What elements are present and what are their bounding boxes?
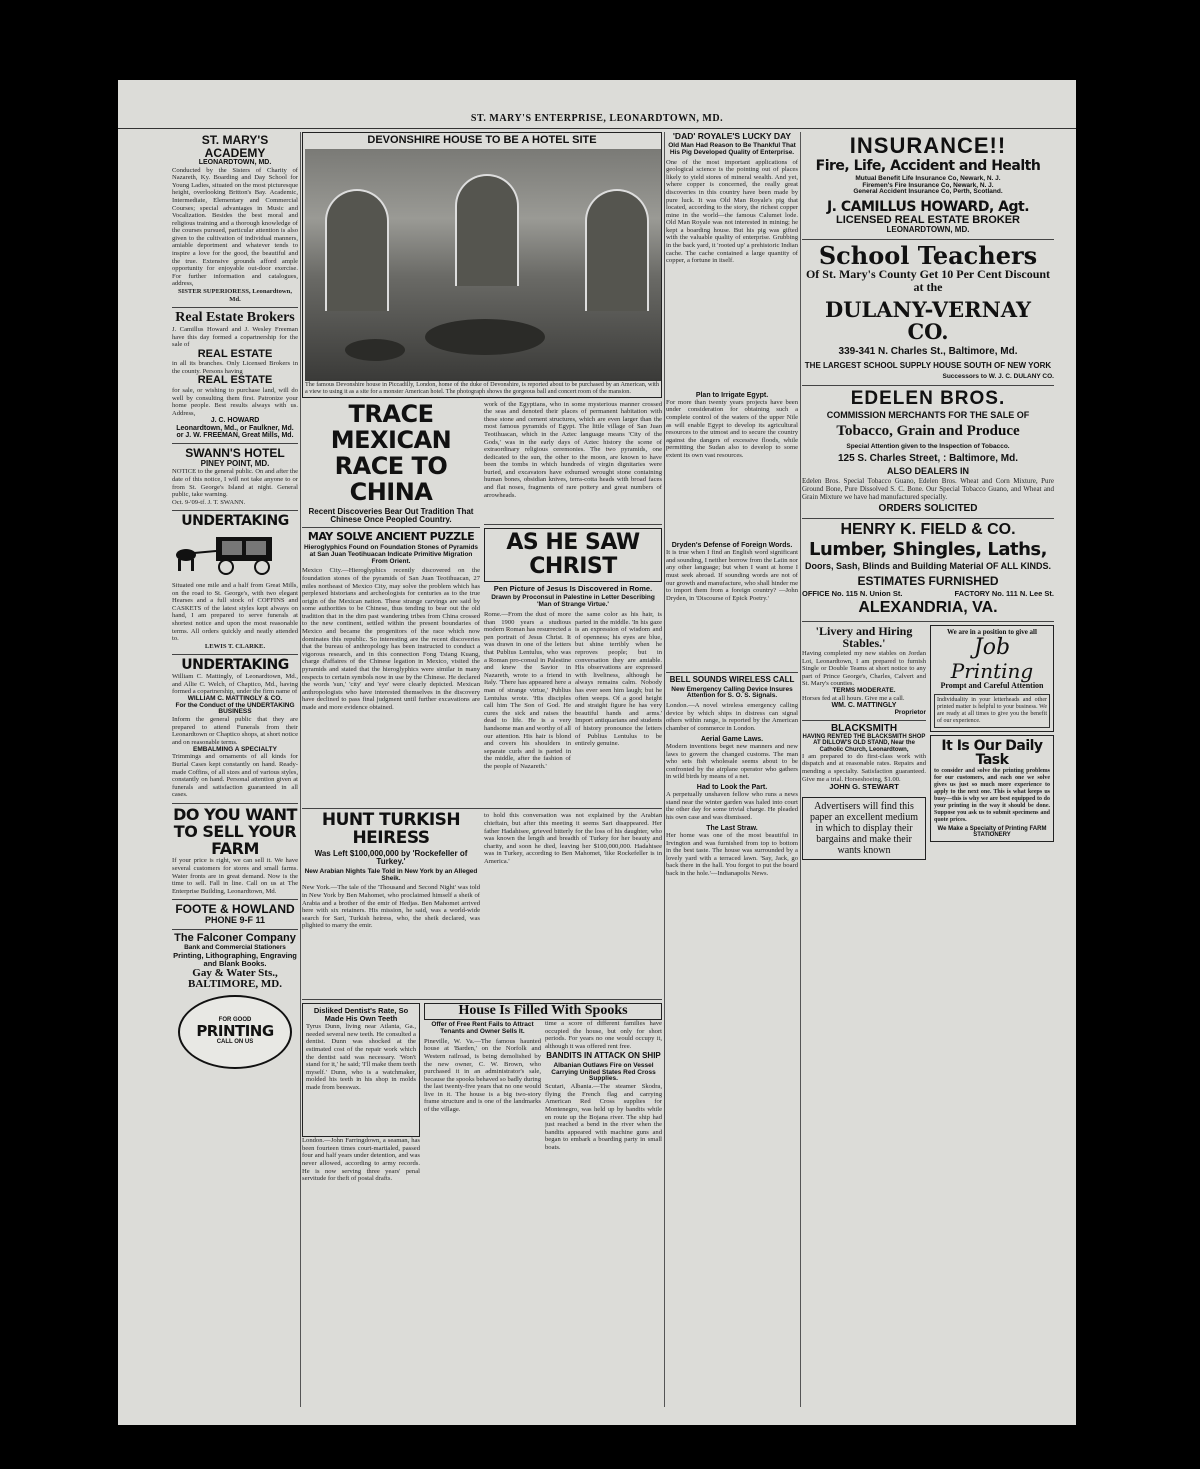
edelen-also: ALSO DEALERS IN [886,466,969,477]
academy-sign: SISTER SUPERIORESS, Leonardtown, Md. [178,288,292,303]
spooks-title: House Is Filled With Spooks [424,1003,662,1020]
undertaking1-ad [172,514,298,650]
job-big-2: Printing [950,659,1034,684]
field-ad [802,522,1054,616]
foote-title: FOOTE & HOWLAND [175,902,295,917]
insurance-broker: LICENSED REAL ESTATE BROKER [836,213,1020,226]
livery-proprietor: Proprietor [894,708,926,716]
falconer-sub: Bank and Commercial Stationers [184,943,286,951]
edelen-title: EDELEN BROS. [850,388,1006,410]
photo-title: DEVONSHIRE HOUSE TO BE A HOTEL SITE [367,134,597,146]
divider [802,385,1054,386]
wireless-text: London.—A novel wireless emergency calling device by which ships in distress can signal others within range, is reported by the American chamber of commerce in London. [666,702,798,733]
farm-ad [172,807,298,895]
job-printing-box [930,625,1054,732]
mexican-text: Mexico City.—Hieroglyphics recently discovered on the foundation stones of the pyramids of San Juan Teotihuacan, 27 miles northeast of Mexico City, may solve the problem which has perplexed historians and archeologists for centuries as to the true origin of the Mexican nation. These strange carvings are said by some authorities to be Chinese, thus tending to bear out the old tradition that in the dim past wandering tribes from China crossed to the new continent, settled within the present boundaries of Mexico and became the progenitors of the race which now dominates this republic. So interesting are the recent discoveries that the bureau of anthropology has been instructed to conduct a vigorous research, and in this connection Fong Tsiang Kuang, charge d'affaires of the Chinese legation in Mexico, visited the pyramids and stated that the hieroglyphics were similar in many respects to certain symbols now in use by the Chinese. He declared the words 'sun,' 'city' and 'eye' were clearly depicted. Mexican anthropologists who have interested themselves in the discovery have declined to pass final judgment until further excavations are made and more evidence obtained. [302,567,480,711]
christ-sub-2: Drawn by Proconsul in Palestine in Letter Describing 'Man of Strange Virtue.' [491,594,655,609]
job-sub: Prompt and Careful Attention [940,681,1044,691]
dentist-article [302,1003,420,1137]
insurance-company-2: Firemen's Fire Insurance Co, Newark, N. J. [862,181,994,189]
spooks-text: Pineville, W. Va.—The famous haunted house at 'Barden,' on the Norfolk and Western railroad, is being demolished by the new owner, C. W. Brown, who purchased it in an administrator's sale, because the spooks behaved so badly during the last twenty-five years that no one would live in it. The house is a big two-story frame structure and is one of the landmarks of the village. [424,1037,541,1114]
dentist-title: Disliked Dentist's Rate, So Made His Own Teeth [313,1006,409,1024]
christ-text: Rome.—From the dust of more than 1900 years a studious modern Roman has resurrected a pen portrait of Jesus Christ. It was drawn in one of the letters that Publius Lentulus, who was a Roman pro-consul in Palestine and knew the Savior in Nazareth, wrote to a friend in Italy. 'There has appeared here a man of strange virtue,' Publius Lentulus wrote. 'His disciples call him The Son of God. He cures the sick and raises the dead to life. He is a very handsome man and worthy of all our attention. His hair is blond and covers his shoulders in separate curls and is parted in the middle, after the fashion of the people of Nazareth.' [484,611,571,770]
bottom-ads [802,625,1054,863]
edelen-text: Edelen Bros. Special Tobacco Guano, Edelen Bros. Wheat and Corn Mixture, Pure Ground Bone, Pure Dissolved S. C. Bone. Our Special Tobacco Guano, and Wheat and Grain Mixture we have had manufactured specially. [802,476,1054,501]
column-2 [302,132,662,1407]
edelen-address: 125 S. Charles Street, : Baltimore, Md. [837,452,1019,464]
divider [302,999,662,1000]
task-sign: We Make a Specialty of Printing FARM STATIONERY [937,825,1047,839]
wireless-title: BELL SOUNDS WIRELESS CALL [669,675,795,685]
christ-title: AS HE SAW CHRIST [484,528,662,582]
dulany-title: DULANY-VERNAY CO. [824,297,1032,345]
blacksmith-text: I am prepared to do first-class work with dispatch and at reasonable rates. Repairs and mending a specialty. Satisfaction guaranteed. Give me a trial. Horseshoeing, $1.00. [802,752,926,783]
photo-arch [325,189,389,311]
divider [302,808,662,809]
swann-sign: Oct. 9-'09-tf. J. T. SWANN. [172,498,246,506]
blacksmith-title: BLACKSMITH [830,722,898,734]
realestate-text2: in all its branches. Only Licensed Brokers in the county. Persons having [172,360,298,375]
undertaking2-firm: WILLIAM C. MATTINGLY & CO. [187,694,283,702]
edelen-sub: COMMISSION MERCHANTS FOR THE SALE OF [826,409,1030,420]
column-rule [664,132,665,1407]
hearse-illustration-icon [172,531,284,575]
undertaking2-ad [172,658,298,799]
undertaking1-title: UNDERTAKING [181,513,289,530]
devonshire-photo-feature [302,132,662,398]
field-estimates: ESTIMATES FURNISHED [857,573,999,588]
photo-arch [585,189,649,311]
undertaking2-text2: Inform the general public that they are prepared to attend Funerals from their Leonardtown or Chaptico shops, at short notice and on reasonable terms. [172,716,298,747]
royale-title: 'DAD' ROYALE'S LUCKY DAY [672,132,792,141]
embalming-title: EMBALMING A SPECIALTY [193,745,277,753]
edelen-orders: ORDERS SOLICITED [878,502,978,514]
column-3 [666,132,798,1407]
divider [666,672,798,673]
ticket-main: PRINTING [196,1021,274,1040]
egypt-title: Plan to Irrigate Egypt. [695,391,769,399]
insurance-title: INSURANCE!! [849,133,1007,158]
divider [802,518,1054,519]
ballroom-photo [305,149,661,381]
task-text: to consider and solve the printing problems for our customers, and each one we solve gives us just so much more experience to apply to the next one. This is what keeps us busy—this is why we are best equipped to do your printing in the way it should be done. Suppose you ask us to submit specimens and quote prices. [934,767,1050,823]
academy-text: Conducted by the Sisters of Charity of Nazareth, Ky. Boarding and Day School for Young Ladies, situated on the most picturesque height, overlooking Britton's Bay. Academic, Intermediate, Elementary and Commercial Courses; special advantages in Music and Vocalization. Besides the best moral and religious training and a thorough knowledge of the courses pursued, particular attention is also given to the cultivation of individual manners, amiable deportment and whatever tends to inspire a love for the good, the beautiful and the true. Extensive grounds afford ample opportunity for enjoyable out-door exercise. For further information and catalogues, address, [172,166,298,288]
divider [172,803,298,804]
job-big-1: Job [973,635,1011,661]
photo-table [345,339,405,361]
aerial-title: Aerial Game Laws. [700,735,764,743]
divider [172,510,298,511]
mexican-title: TRACE MEXICAN RACE TO CHINA [330,399,452,506]
egypt-text: For more than twenty years projects have been under consideration for obtaining such a complete control of the waters of the upper Nile as will enable Egypt to develop its agricultural resources to the utmost and to secure the country against the dangers of excessive floods, while permitting the Sudan also to develop to some extent its own vast resources. [666,398,798,460]
look-part-title: Had to Look the Part. [696,783,768,791]
livery-sign: WM. C. MATTINGLY [831,702,897,710]
bandits-title: BANDITS IN ATTACK ON SHIP [546,1051,661,1061]
field-city: ALEXANDRIA, VA. [858,598,998,616]
photo-table [425,319,545,355]
ticket-top: FOR GOOD [218,1017,252,1024]
field-office: OFFICE No. 115 N. Union St. [802,589,903,599]
realestate-ad [172,311,298,439]
insurance-sub: Fire, Life, Accident and Health [815,158,1041,175]
column-4 [802,132,1054,1407]
blacksmith-sub: HAVING RENTED THE BLACKSMITH SHOP AT DILLOW'S OLD STAND, Near the Catholic Church, Leonardtown, [802,734,926,753]
bandits-text: Scutari, Albania.—The steamer Skodra, flying the French flag and carrying American Red Cross supplies for Montenegro, was held up by bandits while en route up the Bojana river. The ship had just reached a bend in the river when the bandits appeared with machine guns and began to embark a boarding party in small boats. [545,1083,662,1152]
academy-title: ST. MARY'S ACADEMY [201,133,269,160]
look-part-text: A perpetually unshaven fellow who runs a news stand near the winter garden was haled into court the other day for some trivial charge. He pleaded his own case and was dismissed. [666,791,798,822]
job-top: We are in a position to give all [947,627,1037,636]
field-sub: Doors, Sash, Blinds and Building Material OF ALL KINDS. [804,561,1052,572]
field-goods: Lumber, Shingles, Laths, [809,539,1047,561]
aerial-text: Modern inventions beget new manners and new laws to govern the changed customs. The man who sets fish wholesale seems about to be confronted by the airplane operator who gathers in wild birds by means of a net. [666,742,798,781]
blacksmith-sign: JOHN G. STEWART [829,782,899,792]
divider [484,524,662,525]
insurance-agent: J. CAMILLUS HOWARD, Agt. [826,199,1030,216]
column-rule [300,132,301,1407]
divider [172,654,298,655]
christ-text-2: the same color as his hair, is parted in the middle. 'In his gaze is an expression of wisdom and of openness; his eyes are blue, but shine terribly when he reproves people; but in conversation they are amiable. His observations are expressed with liveliness, although he always remains calm. Nobody has ever seen him laugh; but he often weeps. Of a good height and straight figure he has very beautiful hands and arms.' Import antiquarians and students of history pronounce the letters of Publius Lentulus to be entirely genuine. [575,611,662,748]
royale-text: One of the most important applications of geological science is the pointing out of places likely to yield stores of mineral wealth. And yet, where copper is concerned, the really great discoveries in this country have been made by pure luck. It was Old Man Royale's pig that located, according to the story, the richest copper mine in the world—the famous Calumet lode. Old Man Royale was not interested in mining; he kept a boarding house. But his pig was gifted with the valuable quality of enterprise. Grubbing in the back yard, it 'rooted up' a prehistoric Indian cache. The cache contained a large quantity of copper, a fortune in itself. [666,158,798,265]
academy-ad [172,134,298,303]
column-rule [800,132,801,1407]
divider [802,621,1054,622]
undertaking1-text: Situated one mile and a half from Great Mills, on the road to St. George's, with two elegant Hearses and a full stock of COFFINS and CASKETS of the latest styles kept always on hand, I am prepared to serve funerals at shortest notice and upon the most reasonable terms. All orders quickly and neatly attended to. [172,582,298,643]
advertisers-box [802,797,926,860]
dentist-text: Tyrus Dunn, living near Atlanta, Ga., needed several new teeth. He consulted a dentist. Dunn was shocked at the estimated cost of the repair work which the dentist said was necessary. 'Won't stand for it,' he said; 'I'll make them teeth myself.' Dunn, who is a watchmaker, molded his teeth in his shop in molds made from beeswax. [306,1023,416,1091]
court-martial-text: London.—John Farringdown, a seaman, has been fourteen times court-martialed, passed four and half years under detention, and was never allowed, according to army records. He is now serving three years' penal servitude for theft of postal drafts. [302,1137,420,1183]
realestate-sub2: REAL ESTATE [197,374,273,387]
swann-title: SWANN'S HOTEL [185,446,285,461]
field-locations [802,590,1054,598]
heiress-sub: Was Left $100,000,000 by 'Rockefeller of Turkey.' [314,849,468,867]
undertaking1-sign: LEWIS T. CLARKE. [204,642,266,650]
undertaking2-title: UNDERTAKING [181,657,289,674]
dryden-title: Dryden's Defense of Foreign Words. [671,541,793,549]
puzzle-sub: Hieroglyphics Found on Foundation Stones of Pyramids at San Juan Teotihuacan Indicate Primitive Migration From Orient. [303,543,479,565]
photo-arch [455,174,519,286]
heiress-sub-2: New Arabian Nights Tale Told in New York by an Alleged Sheik. [304,867,478,882]
divider [172,929,298,930]
insurance-town: LEONARDTOWN, MD. [886,225,970,235]
puzzle-title: MAY SOLVE ANCIENT PUZZLE [307,530,475,544]
falconer-ad [172,933,298,990]
divider [802,239,1054,240]
printing-ticket-ad [178,995,292,1069]
swann-sub: PINEY POINT, MD. [200,458,270,468]
edelen-special: Special Attention given to the Inspection of Tobacco. [846,443,1010,451]
swann-text: NOTICE to the general public. On and after the date of this notice, I will not take anyone to or from St. George's Island at night. General public, take warning. [172,468,298,499]
livery-text: Having completed my new stables on Jordan Lot, Leonardtown, I am prepared to furnish Single or Double Teams at short notice to any part of Prince George's, Charles, Calvert and St. Mary's counties. [802,649,926,688]
job-text: Individuality in your letterheads and other printed matter is helpful to your business. We are ready at all times to give you the benefit of our experience. [934,694,1050,728]
insurance-company-3: General Accident Insurance Co, Perth, Scotland. [853,188,1003,196]
livery-text-2: Horses fed at all hours. Give me a call. [802,694,905,702]
column-1 [172,132,298,1407]
falconer-address: Gay & Water Sts., BALTIMORE, MD. [187,966,283,991]
school-sub: Of St. Mary's County Get 10 Per Cent Discount at the [805,267,1051,294]
task-title: It Is Our Daily Task [941,737,1043,769]
realestate-text3: for sale, or wishing to purchase land, will do well by consulting them first. Patronize your home people. Best results always with us. Address, [172,386,298,417]
dulany-address: 339-341 N. Charles St., Baltimore, Md. [838,346,1018,358]
academy-town: LEONARDTOWN, MD. [198,159,272,167]
spooks-text-2: time a score of different families have occupied the house, but only for short periods. For years no one would occupy it, although it was offered rent free. [545,1020,662,1050]
lower-articles [302,1003,662,1193]
foote-phone: PHONE 9-F 11 [204,914,266,925]
foote-ad [172,903,298,925]
dulany-successors: Successors to W. J. C. DULANY CO. [942,373,1054,381]
heiress-title: HUNT TURKISH HEIRESS [321,810,461,849]
edelen-ad [802,389,1054,514]
livery-terms: TERMS MODERATE. [832,686,896,694]
undertaking2-text: William C. Mattingly, of Leonardtown, Md., and Allie C. Welch, of Chaptico, Md., having formed a copartnership, under the firm name of [172,673,298,696]
field-title: HENRY K. FIELD & CO. [840,521,1016,539]
photo-caption: The famous Devonshire house in Piccadilly, London, home of the duke of Devonshire, is reported about to be purchased by an American, with a view to using it as a site for a monster American hotel. The photograph shows the gorgeous ball and concert room of the mansion. [305,380,659,395]
mexican-article [302,401,662,806]
heiress-text: New York.—The tale of the 'Thousand and Second Night' was told in New York by Ben Mahomet, who proclaimed himself a sheik of Arabia and a brother of the emir of Hedjas. Ben Mahomet arrived here with six retainers. His mission, he said, was a world-wide search for Sari, Turkish heiress, who, the sheik declared, was plighted to marry the emir. [302,884,480,930]
newspaper-page [118,80,1076,1425]
school-title: School Teachers [818,240,1038,270]
heiress-text-2: to hold this conversation was not explained by the Arabian chieftain, but after this meeting it seems Sari disappeared. Her father Hadahisee, grieved bitterly for the loss of his daughter, who was known the length and breadth of Turkey for her beauty and charity, and soon he died, leaving her $100,000,000. Hadahisee was in Turkey, according to Ben Mahomet, 'like Rockefeller is in America.' [484,812,662,865]
realestate-text: J. Camillus Howard and J. Wesley Freeman have this day formed a copartnership for the sale of [172,325,298,349]
spooks-sub: Offer of Free Rent Fails to Attract Tenants and Owner Sells It. [431,1021,534,1035]
wireless-sub: New Emergency Calling Device Insures Attention for S. O. S. Signals. [671,685,793,700]
divider [302,527,480,528]
dulany-ad [802,240,1054,381]
dryden-text: It is true when I find an English word significant and sounding, I neither borrow from the Latin nor any other language; but when I want at home I must seek abroad. If sounding words are not of our growth and manufacture, who shall hinder me to import them from a foreign country? —John Dryden, in 'Discourse of Epick Poetry.' [666,549,798,602]
field-factory: FACTORY No. 111 N. Lee St. [954,589,1054,599]
embalming-text: Trimmings and ornaments of all kinds for Burial Cases kept constantly on hand. Ready-made Coffins, of all sizes and of various styles, constantly on hand. Personal attention given at funerals and satisfaction guaranteed in all cases. [172,753,298,799]
heiress-article [302,812,662,996]
undertaking2-sub: For the Conduct of the UNDERTAKING BUSINESS [175,701,295,716]
royale-sub: Old Man Had Reason to Be Thankful That His Pig Developed Quality of Enterprise. [668,141,796,156]
dulany-sub: THE LARGEST SCHOOL SUPPLY HOUSE SOUTH OF NEW YORK [804,360,1052,370]
divider [172,443,298,444]
mexican-sub: Recent Discoveries Bear Out Tradition That Chinese Once Peopled Country. [308,506,474,524]
swann-ad [172,447,298,506]
masthead: ST. MARY'S ENTERPRISE, LEONARDTOWN, MD. [118,110,1076,129]
farm-text: If your price is right, we can sell it. We have several customers for stores and small farms. Water fronts are in great demand. Now is the time to sell. Fall in line. Call on us at The Enterprise Building, Leonardtown, Md. [172,857,298,895]
daily-task-box [930,735,1054,843]
realestate-sign1: J. C. HOWARD [210,417,260,425]
realestate-sign2: Leonardtown, Md., or Faulkner, Md. or J. W. FREEMAN, Great Mills, Md. [176,424,294,440]
realestate-title: Real Estate Brokers [175,310,295,326]
insurance-ad [802,134,1054,235]
farm-title: DO YOU WANT TO SELL YOUR FARM [173,805,297,858]
livery-title: 'Livery and Hiring Stables.' [815,623,913,651]
christ-sub: Pen Picture of Jesus Is Discovered in Rome. [493,583,653,593]
mexican-text-2: work of the Egyptians, who in some mysterious manner crossed the seas and denoted their places of permanent habitation with these stone and cement structures, which are even larger than the most famous pyramids of Egypt. The little village of San Juan Teotihuacan, which in the Aztec language means 'City of the Gods,' was in the early days of Aztec history the scene of extraordinary religious ceremonies. The two pyramids, one dedicated to the sun, the other to the moon, are known to have been the tombs in which hundreds of virgin dignitaries were buried, and excavators have exhumed wrought stone containing human bones, obsidian knives, terra-cotta heads with broad faces and flat noses, fragments of rare pottery and great numbers of arrowheads. [484,400,662,499]
insurance-company-1: Mutual Benefit Life Insurance Co, Newark, N. J. [855,174,1001,182]
divider [172,307,298,308]
bandits-sub: Albanian Outlaws Fire on Vessel Carrying United States Red Cross Supplies. [551,1061,656,1083]
divider [172,899,298,900]
ticket-bottom: CALL ON US [216,1039,254,1046]
edelen-goods: Tobacco, Grain and Produce [836,423,1020,440]
divider [802,720,926,721]
falconer-title: The Falconer Company [174,932,296,945]
realestate-sub1: REAL ESTATE [197,347,273,360]
straw-title: The Last Straw. [706,824,758,832]
straw-text: Her home was one of the most beautiful in Irvington and was furnished from top to bottom in the best taste. The house was surrounded by a lovely yard with a terraced lawn. 'Say, Jack, go back there in the hall. You forgot to put the board back in the hole.'—Indianapolis News. [666,832,798,877]
falconer-text: Printing, Lithographing, Engraving and Blank Books. [173,950,297,968]
advertisers-text: Advertisers will find this paper an excellent medium in which to display their bargains and make their wants known [809,801,918,857]
